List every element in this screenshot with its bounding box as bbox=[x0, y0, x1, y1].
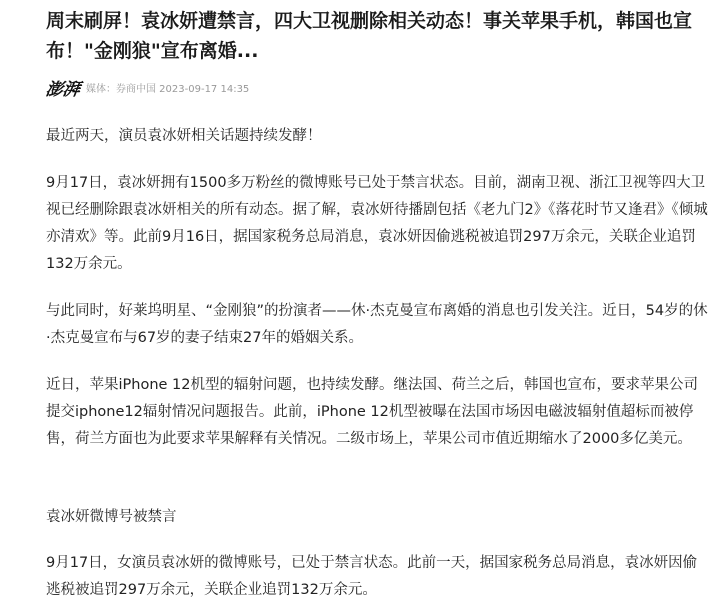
section-heading: 袁冰妍微博号被禁言 bbox=[46, 509, 177, 525]
paragraph-intro: 最近两天，演员袁冰妍相关话题持续发酵！ bbox=[46, 128, 322, 144]
paragraph-weibo: 9月17日，女演员袁冰妍的微博账号，已处于禁言状态。此前一天，据国家税务总局消息，袁冰妍因偷逃税被追罚297万余元，关联企业追罚132万余元。 bbox=[46, 555, 698, 598]
paragraph-ban: 9月17日，袁冰妍拥有1500多万粉丝的微博账号已处于禁言状态。目前，湖南卫视、浙江卫视等四大卫视已经删除跟袁冰妍相关的所有动态。据了解，袁冰妍待播剧包括《老九门2》《落花时节又逢君》《倾城亦清欢》等。此前9月16日，据国家税务总局消息，袁冰妍因偷逃税被追罚297万余元，关联企业追罚132万余元。 bbox=[46, 175, 708, 272]
publisher-logo: 澎湃 bbox=[44, 79, 82, 100]
article-meta bbox=[46, 76, 249, 98]
paragraph-iphone: 近日，苹果iPhone 12机型的辐射问题，也持续发酵。继法国、荷兰之后，韩国也宣布，要求苹果公司提交iphone12辐射情况问题报告。此前，iPhone 12机型被曝在法国市场因电磁波辐射值超标而被停售，荷兰方面也为此要求苹果解释有关情况。二级市场上，苹果公司市值近期缩水了2000多亿美元。 bbox=[46, 377, 699, 447]
paragraph-divorce: 与此同时，好莱坞明星、“金刚狼”的扮演者——休·杰克曼宣布离婚的消息也引发关注。近日，54岁的休·杰克曼宣布与67岁的妻子结束27年的婚姻关系。 bbox=[46, 303, 708, 346]
source-line: 媒体：券商中国 2023-09-17 14:35 bbox=[86, 83, 250, 95]
article-headline: 周末刷屏！袁冰妍遭禁言，四大卫视删除相关动态！事关苹果手机，韩国也宣布！"金刚狼"宣布离婚... bbox=[46, 10, 693, 62]
